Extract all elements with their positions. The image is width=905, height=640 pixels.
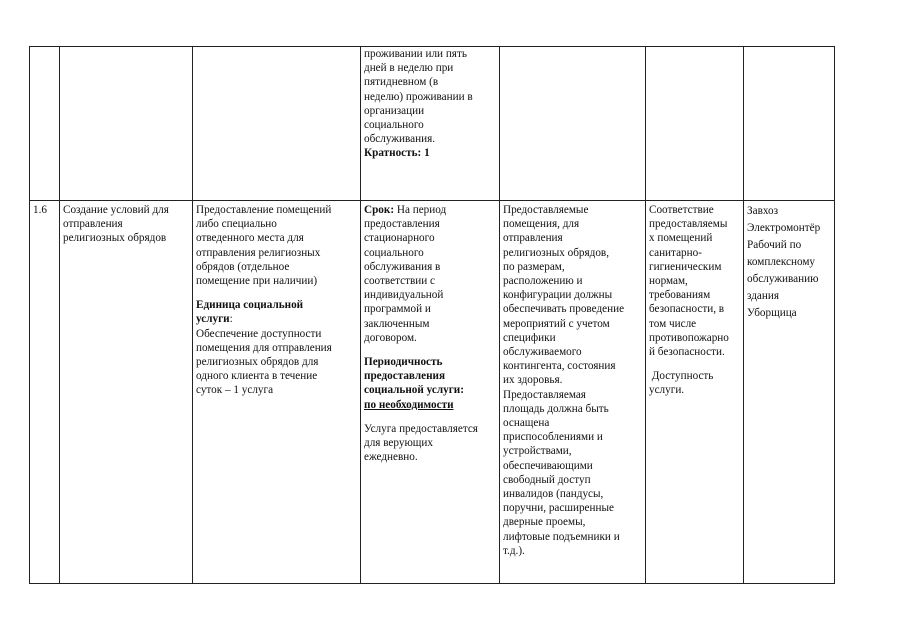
text-line: дверные проемы, [503, 516, 586, 529]
text-line: обеспечивающими [503, 459, 593, 472]
text-line: обслуживания в [364, 260, 441, 273]
text-line: противопожарно [649, 331, 729, 344]
text-line: отправления [63, 218, 123, 231]
periodicity-block [364, 355, 496, 412]
cell-number [30, 201, 60, 584]
frequency-label: Кратность: 1 [364, 147, 430, 160]
cell-term-prev [361, 47, 500, 201]
services-table [29, 46, 835, 584]
text-line: их здоровья. [503, 374, 563, 387]
text-line: площадь должна быть [503, 402, 609, 415]
text-line: нормам, [649, 275, 688, 288]
text-line: лифтовые подъемники и [503, 530, 620, 543]
text-line: обслуживаемого [503, 346, 582, 359]
text-line: стационарного [364, 232, 435, 245]
text-line: устройствами, [503, 445, 572, 458]
cell-quality-prev [646, 47, 744, 201]
text-line: религиозных обрядов, [503, 246, 610, 259]
text-line: Соответствие [649, 204, 714, 216]
periodicity-value: по необходимости [364, 398, 454, 411]
text-line: обслуживанию [747, 273, 819, 285]
text-line: Предоставляемая [503, 388, 586, 401]
text-line: услуги [196, 313, 230, 326]
text-line: помещения, для [503, 218, 580, 231]
text-line: либо специально [196, 218, 277, 231]
cell-staff [744, 201, 835, 584]
text-line: обрядов (отдельное [196, 260, 290, 273]
row-number: 1.6 [33, 204, 47, 216]
text-line: Рабочий по [747, 239, 802, 251]
text-line: расположению и [503, 275, 583, 288]
text-line: контингента, состояния [503, 360, 616, 373]
text-line: конфигурации должны [503, 289, 613, 302]
text-line: суток – 1 услуга [196, 384, 274, 397]
text-line: На период [394, 204, 447, 216]
text-line: Услуга предоставляется [364, 422, 478, 435]
cell-description [193, 201, 361, 584]
text-line: мероприятий с учетом [503, 317, 610, 330]
text-line: Периодичность [364, 356, 443, 369]
unit-heading [196, 298, 357, 326]
text-line: Предоставление помещений [196, 204, 332, 216]
text-line: религиозных обрядов для [196, 356, 319, 369]
table-row-previous [30, 47, 835, 201]
text-line: договором. [364, 331, 417, 344]
text-line: поручни, расширенные [503, 502, 614, 515]
text-line: комплексному [747, 256, 816, 268]
text-line: Единица социальной [196, 299, 304, 312]
text-line: религиозных обрядов [63, 232, 167, 245]
cell-number-prev [30, 47, 60, 201]
text-line: инвалидов (пандусы, [503, 488, 604, 501]
text-line: социального [364, 246, 424, 259]
text-line: одного клиента в течение [196, 370, 318, 383]
text-line: дней в неделю при [364, 62, 454, 75]
text-line: Уборщица [747, 307, 797, 319]
text-line: й безопасности. [649, 346, 725, 359]
text-line: организации [364, 104, 425, 117]
text-line: Создание условий для [63, 204, 169, 216]
colon: : [229, 313, 233, 326]
text-line: по размерам, [503, 260, 565, 273]
cell-requirements [500, 201, 646, 584]
text-line: приспособлениями и [503, 431, 603, 444]
text-line: гигиеническим [649, 260, 722, 273]
text-line: Предоставляемые [503, 204, 589, 216]
term-label: Срок: [364, 204, 395, 216]
text-line: отправления религиозных [196, 246, 321, 259]
text-line: Завхоз [747, 205, 779, 217]
text-line: отправления [503, 232, 563, 245]
text-line: Доступность [649, 370, 714, 383]
cell-name [60, 201, 193, 584]
text-line: соответствии с [364, 275, 435, 288]
text-line: предоставления [364, 218, 440, 231]
text-line: требованиям [649, 289, 711, 302]
text-line: программой и [364, 303, 431, 316]
text-line: неделю) проживании в [364, 90, 473, 103]
text-line: помещение при наличии) [196, 275, 318, 288]
term-text-prev [364, 47, 496, 161]
text-line: индивидуальной [364, 289, 444, 302]
text-line: безопасности, в [649, 303, 725, 316]
text-line: том числе [649, 317, 697, 330]
text-line: социального [364, 119, 424, 132]
text-line: предоставляемы [649, 218, 728, 231]
text-line: т.д.). [503, 544, 525, 557]
cell-staff-prev [744, 47, 835, 201]
text-line: предоставления [364, 370, 446, 383]
text-line: проживании или пять [364, 48, 467, 60]
text-line: Электромонтёр [747, 222, 821, 234]
text-line: заключенным [364, 317, 430, 330]
text-line: х помещений [649, 232, 713, 245]
cell-term [361, 201, 500, 584]
cell-quality [646, 201, 744, 584]
cell-name-prev [60, 47, 193, 201]
text-line: отведенного места для [196, 232, 304, 245]
text-line: помещения для отправления [196, 341, 332, 354]
text-line: свободный доступ [503, 473, 591, 486]
cell-description-prev [193, 47, 361, 201]
text-line: специфики [503, 331, 556, 344]
text-line: обслуживания. [364, 133, 436, 146]
text-line: социальной услуги: [364, 384, 464, 397]
text-line: оснащена [503, 417, 550, 430]
access-block [649, 369, 740, 397]
cell-requirements-prev [500, 47, 646, 201]
text-line: услуги. [649, 384, 685, 397]
text-line: здания [747, 290, 779, 302]
provided-block [364, 422, 496, 465]
text-line: Обеспечение доступности [196, 327, 322, 340]
table-row-1-6 [30, 201, 835, 584]
text-line: санитарно- [649, 246, 702, 259]
text-line: обеспечивать проведение [503, 303, 625, 316]
text-line: ежедневно. [364, 451, 418, 464]
text-line: пятидневном (в [364, 76, 439, 89]
text-line: для верующих [364, 437, 433, 450]
